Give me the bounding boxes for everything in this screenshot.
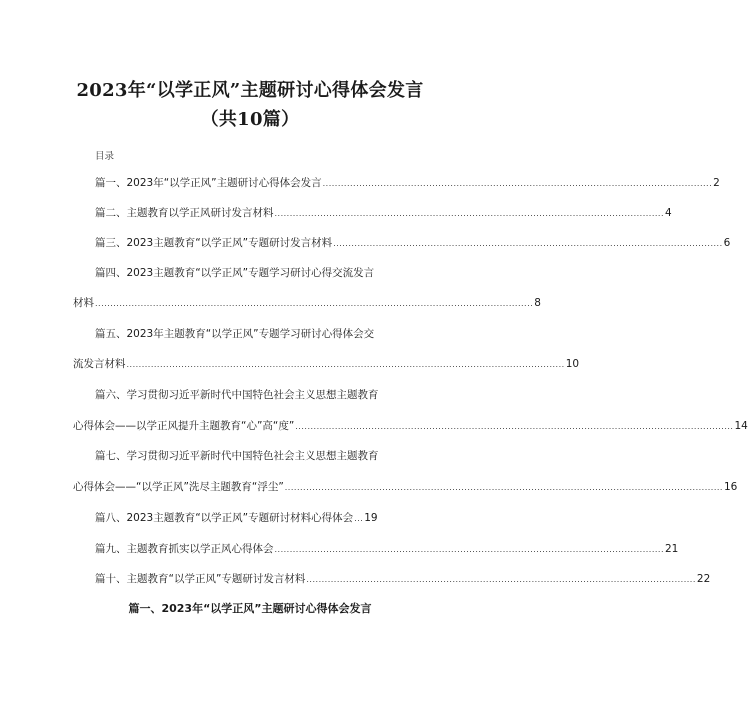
toc-entry-6[interactable]	[95, 388, 379, 402]
toc-entry-4-cont[interactable]	[73, 296, 541, 311]
document-subtitle: （共10篇）	[200, 109, 300, 130]
toc-page-number: 19	[364, 512, 378, 524]
toc-entry-text: 篇九、主题教育抓实以学正风心得体会	[95, 543, 274, 555]
toc-leader: ................................................................................................................................	[322, 179, 713, 188]
toc-entry-continuation: 流发言材料	[73, 358, 126, 370]
toc-entry-text: 篇三、2023主题教育“以学正风”专题研讨发言材料	[95, 237, 333, 249]
section-heading: 篇一、2023年“以学正风”主题研讨心得体会发言	[128, 602, 372, 615]
toc-page-number: 8	[534, 297, 541, 309]
toc-page-number: 2	[713, 177, 720, 189]
toc-leader: ................................................................................................................................................	[295, 422, 734, 431]
toc-page-number: 6	[723, 237, 731, 249]
toc-label: 目录	[95, 151, 115, 162]
toc-entry-text: 篇八、2023主题教育“以学正风”专题研讨材料心得体会	[95, 512, 354, 524]
toc-entry-4[interactable]	[95, 266, 374, 280]
toc-page-number: 14	[734, 420, 748, 432]
toc-entry-continuation: 心得体会——以学正风提升主题教育“心”高“度”	[73, 420, 295, 432]
toc-page-number: 4	[665, 207, 672, 219]
document-title: 2023年“以学正风”主题研讨心得体会发言	[76, 80, 424, 101]
toc-entry-text: 篇一、2023年“以学正风”主题研讨心得体会发言	[95, 177, 322, 189]
toc-entry-text: 篇二、主题教育以学正风研讨发言材料	[95, 207, 274, 219]
toc-entry-5-cont[interactable]	[73, 357, 580, 372]
toc-entry-7[interactable]	[95, 449, 379, 463]
toc-entry-9[interactable]	[95, 542, 679, 557]
toc-entry-1[interactable]	[95, 176, 720, 191]
toc-entry-text: 篇六、学习贯彻习近平新时代中国特色社会主义思想主题教育	[95, 389, 379, 401]
toc-leader: ................................................................................................................................................	[126, 360, 565, 369]
toc-entry-text: 篇四、2023主题教育“以学正风”专题学习研讨心得交流发言	[95, 267, 375, 279]
toc-entry-3[interactable]	[95, 236, 731, 251]
toc-entry-text: 篇七、学习贯彻习近平新时代中国特色社会主义思想主题教育	[95, 450, 379, 462]
toc-leader: ................................................................................................................................................	[95, 299, 534, 308]
toc-entry-5[interactable]	[95, 327, 374, 341]
toc-entry-10[interactable]	[95, 572, 711, 587]
toc-entry-text: 篇十、主题教育“以学正风”专题研讨发言材料	[95, 573, 306, 585]
toc-entry-6-cont[interactable]	[73, 419, 748, 434]
toc-page-number: 16	[723, 481, 738, 493]
toc-entry-continuation: 心得体会——“以学正风”洗尽主题教育“浮尘”	[73, 481, 284, 493]
toc-page-number: 10	[565, 358, 580, 370]
toc-leader: ...	[354, 514, 364, 523]
toc-leader: ................................................................................................................................	[274, 545, 664, 554]
toc-entry-continuation: 材料	[73, 297, 94, 309]
toc-entry-8[interactable]	[95, 511, 378, 526]
toc-leader: ................................................................................................................................	[306, 575, 696, 584]
toc-entry-2[interactable]	[95, 206, 672, 221]
toc-entry-7-cont[interactable]	[73, 480, 738, 495]
toc-leader: ................................................................................................................................	[333, 239, 723, 248]
toc-page-number: 22	[696, 573, 711, 585]
toc-leader: ................................................................................................................................	[274, 209, 664, 218]
toc-entry-text: 篇五、2023年主题教育“以学正风”专题学习研讨心得体会交	[95, 328, 375, 340]
toc-page-number: 21	[665, 543, 679, 555]
toc-leader: ................................................................................................................................................	[284, 483, 723, 492]
